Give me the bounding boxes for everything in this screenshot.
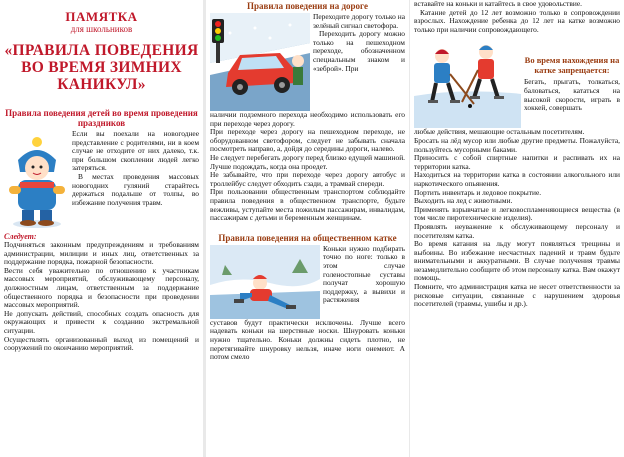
holidays-heading: Правила поведения детей во время проведения праздников — [5, 108, 198, 128]
holidays-text-a: Если вы поехали на новогоднее представление с родителями, ни в коем случае не отходите от них далеко, т.к. при большом скоплении людей легко затеряться. — [72, 129, 199, 173]
panel-middle — [206, 0, 409, 457]
rink-full-text: суставов будут практически исключены. Лучше всего надевать коньки на шерстяные носки. Шнуровать коньки нужно тщательно. Коньки должны сидеть плотно, не перетягивайте шнуровку нельзя, иначе ноги онемеют. А потом смело — [210, 317, 405, 362]
rink-age-rule: Катание детей до 12 лет возможно только в сопровождении взрослых. Нахождение ребенка до 12 лет на катке возможно только при наличии сопровождающего. — [414, 7, 620, 34]
road-full-5: При пользовании общественным транспортом соблюдайте правила поведения в общественном транспорте, будьте вежливы, уступайте места пожилым пассажирам, инвалидам, пассажирам с детьми и беременным женщинам. — [210, 187, 405, 223]
forbidden-heading: Во время нахождения на катке запрещается: — [524, 55, 620, 75]
rink-side-text: Коньки нужно подбирать точно по ноге: только в этом случае голеностопные суставы получат хорошую поддержку, а вывихи и растяжения — [323, 243, 405, 305]
panel-left — [0, 0, 203, 457]
forbidden-block — [414, 34, 620, 128]
road-full-3: Не следует перебегать дорогу перед близко едущей машиной. Лучше подождать, когда она проедет. — [210, 152, 405, 171]
forbidden-item: Применять взрывчатые и легковоспламеняющиеся вещества (в том числе пиротехнические изделия). — [414, 204, 620, 223]
main-title-line-3: КАНИКУЛ» — [57, 76, 146, 93]
road-heading: Правила поведения на дороге — [246, 1, 369, 11]
follow-para-4: Осуществлять организованный выход из помещений и сооружений по окончанию мероприятий. — [4, 334, 199, 353]
holidays-text-b: В местах проведения массовых новогодних гуляний старайтесь держаться подальше от толпы, во избежание получения травм. — [72, 171, 199, 207]
forbidden-item: Во время катания на льду могут появляться трещины и выбоины. Во избежание несчастных падений и травм будьте внимательными и аккуратными. В случае получения травмы незамедлительно сообщите об этом персоналу катка. Вам окажут помощь. — [414, 239, 620, 283]
road-full-1: наличии подземного перехода необходимо использовать его при переходе через дорогу. — [210, 110, 405, 128]
road-side-1: Переходите дорогу только на зелёный сигнал светофора. — [313, 12, 405, 30]
panel-right — [410, 0, 624, 457]
forbidden-side-text: Бегать, прыгать, толкаться, баловаться, кататься на высокой скорости, играть в хоккей, совершать — [524, 77, 620, 113]
follow-para-1: Подчиняться законным предупреждениям и требованиям администрации, милиции и иных лиц, ответственных за поддержание порядка, пожарной безопасности. — [4, 240, 199, 267]
main-title — [4, 42, 199, 93]
rink-heading: Правила поведения на общественном катке — [218, 232, 397, 243]
road-full-4: Не забывайте, что при переходе через дорогу автобус и троллейбус следует обходить сзади, а трамвай спереди. — [210, 170, 405, 188]
fallen-skater-illustration — [210, 245, 320, 319]
forbidden-continued: любые действия, мешающие остальным посетителям. — [414, 127, 585, 137]
forbidden-item: Портить инвентарь и ледовое покрытие. — [414, 187, 542, 197]
forbidden-item: Выходить на лед с животными. — [414, 196, 513, 206]
follow-para-3: Не допускать действий, способных создать опасность для окружающих и привести к созданию экстремальной ситуации. — [4, 308, 199, 335]
road-full-2: При переходе через дорогу на пешеходном переходе, не оборудованном светофором, следует не забывать сначала посмотреть направо, а, дойдя до середины дороги, налево. — [210, 127, 405, 154]
rink-block — [210, 245, 405, 319]
memo-subtitle: для школьников — [70, 24, 133, 34]
main-title-line-1: «ПРАВИЛА ПОВЕДЕНИЯ — [4, 42, 199, 59]
car-on-snowy-road-illustration — [210, 13, 310, 111]
follow-label: Следует: — [4, 232, 37, 241]
main-title-line-2: ВО ВРЕМЯ ЗИМНИХ — [21, 59, 182, 76]
forbidden-item: Помните, что администрация катка не несет ответственности за рисковые ситуации, связанные с нарушением здоровья посетителей (травмы, ушибы и др.). — [414, 282, 620, 309]
forbidden-item: Приносить с собой спиртные напитки и распивать их на территории катка. — [414, 153, 620, 171]
forbidden-item: Проявлять неуважение к обслуживающему персоналу и посетителям катка. — [414, 221, 620, 240]
rink-continued: вставайте на коньки и катайтесь в свое удовольствие. — [414, 0, 582, 8]
memo-title: ПАМЯТКА — [65, 9, 138, 24]
child-in-winter-clothes-illustration — [4, 130, 70, 230]
hockey-players-illustration — [414, 34, 521, 128]
road-block — [210, 13, 405, 111]
follow-para-2: Вести себя уважительно по отношению к участникам массовых мероприятий, обслуживающему персоналу, должностным лицам, ответственным за поддержание общественного порядка и безопасности при проведении массовых мероприятий. — [4, 265, 199, 310]
forbidden-item: Находиться на территории катка в состоянии алкогольного или наркотического опьянения. — [414, 170, 620, 188]
forbidden-item: Бросать на лёд мусор или любые другие предметы. Пожалуйста, пользуйтесь мусорными баками. — [414, 135, 620, 154]
holidays-block — [4, 130, 199, 230]
road-side-2: Переходить дорогу можно только на пешеходном переходе, обозначенном специальным знаком и «зеброй». При — [313, 29, 405, 73]
